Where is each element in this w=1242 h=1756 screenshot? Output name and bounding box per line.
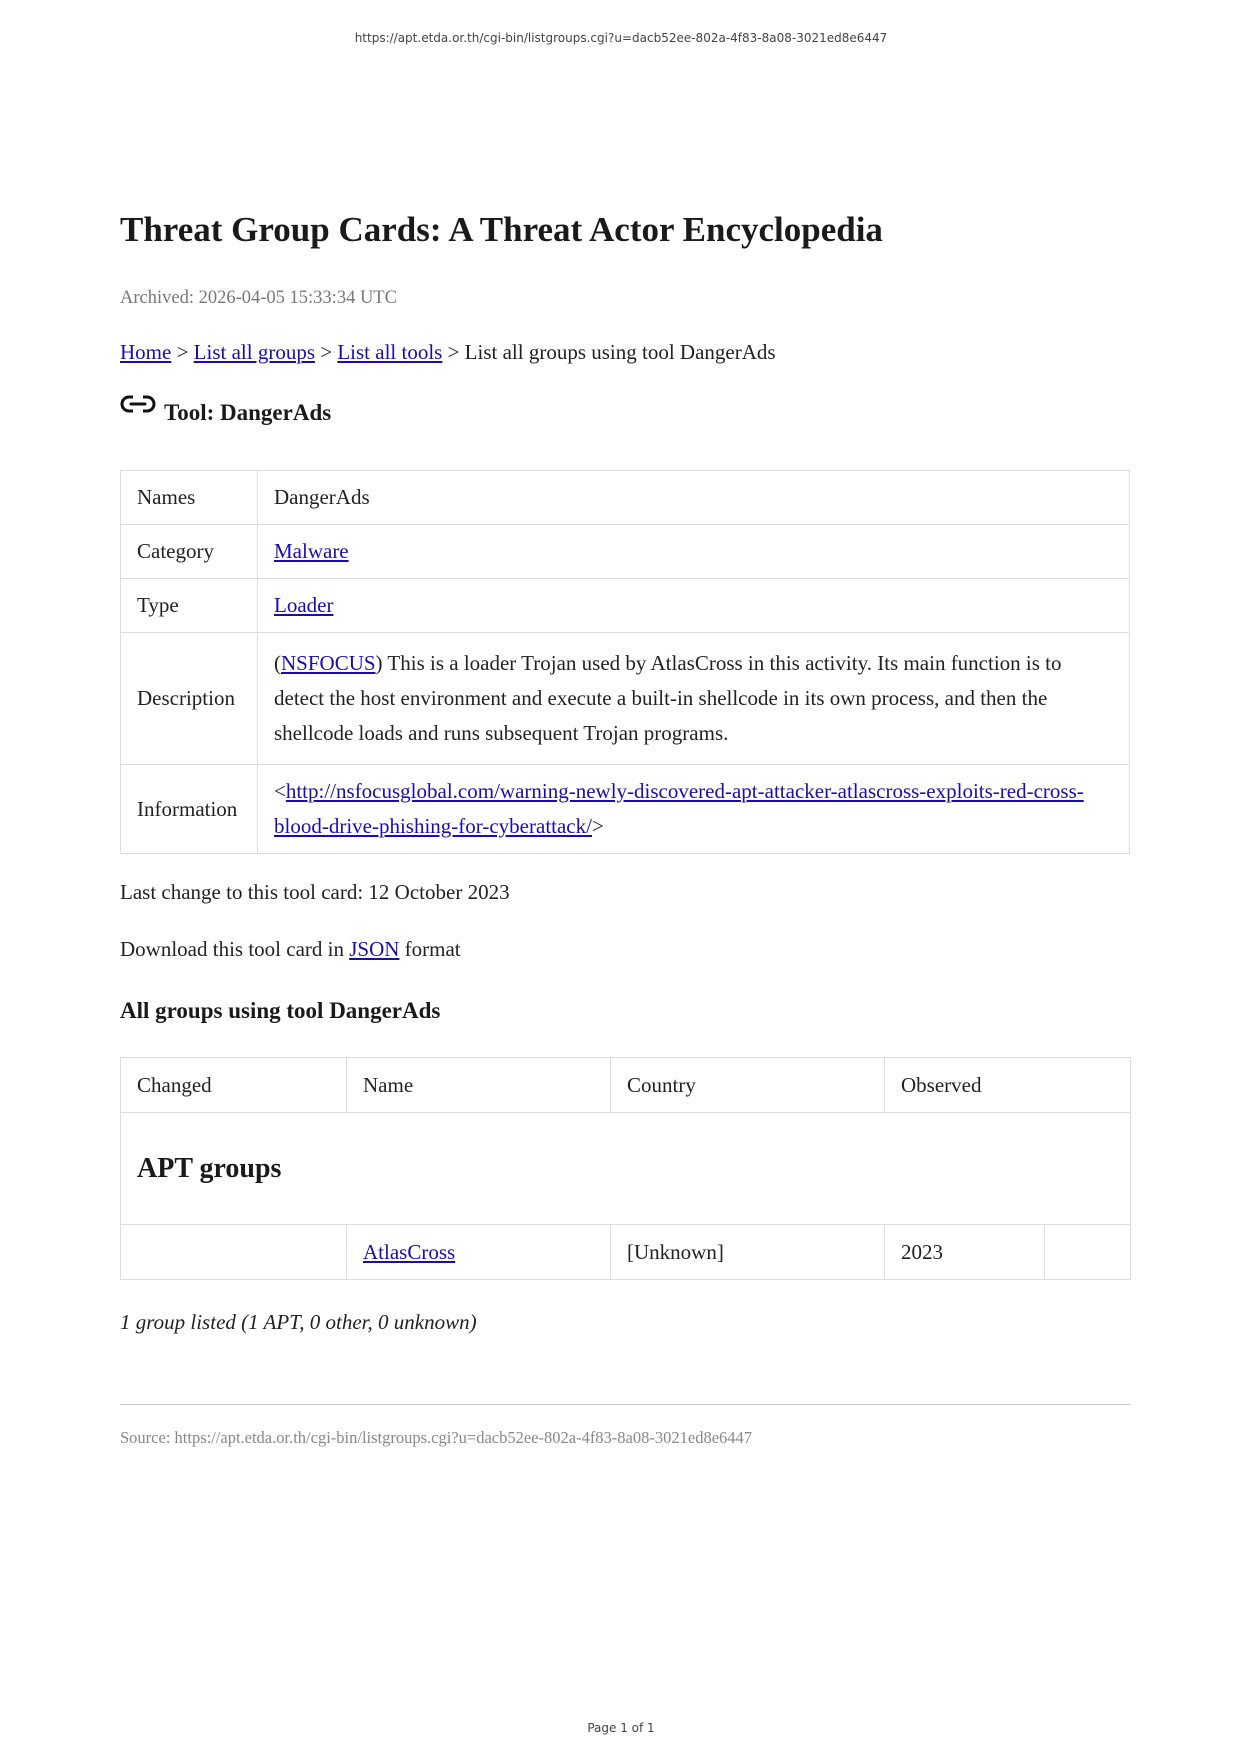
download-suffix: format	[399, 937, 461, 961]
tool-heading	[120, 400, 331, 426]
column-header-name: Name	[347, 1058, 611, 1113]
column-header-changed: Changed	[121, 1058, 347, 1113]
groups-header-row	[121, 1058, 1131, 1113]
group-country-cell: [Unknown]	[611, 1225, 885, 1280]
tool-description-cell	[258, 633, 1130, 765]
page-title: Threat Group Cards: A Threat Actor Encyclopedia	[120, 210, 883, 249]
page-number: Page 1 of 1	[587, 1721, 655, 1735]
breadcrumb-separator: >	[171, 340, 194, 364]
source-url: Source: https://apt.etda.or.th/cgi-bin/listgroups.cgi?u=dacb52ee-802a-4f83-8a08-3021ed8e6447	[120, 1428, 753, 1447]
info-gt: >	[591, 814, 604, 838]
tool-info-table	[120, 470, 1130, 854]
breadcrumb-home-link[interactable]: Home	[120, 340, 172, 364]
tool-type-cell	[258, 579, 1130, 633]
download-line	[120, 937, 461, 962]
tool-row-type	[121, 579, 1130, 633]
tool-category-cell	[258, 525, 1130, 579]
category-malware-link[interactable]: Malware	[274, 539, 349, 563]
description-text: ) This is a loader Trojan used by AtlasCross in this activity. Its main function is to detect the host environment and execute a built-in shellcode in its own process, and then the shellcode loads and runs subsequent Trojan programs.	[274, 651, 1062, 745]
tool-row-names	[121, 471, 1130, 525]
breadcrumb-current: > List all groups using tool DangerAds	[442, 340, 776, 364]
group-observed-cell: 2023	[885, 1225, 1045, 1280]
description-open-paren: (	[274, 651, 281, 675]
tool-row-label: Category	[121, 525, 258, 579]
info-lt: <	[274, 779, 286, 803]
group-extra-cell	[1045, 1225, 1131, 1280]
group-changed-cell	[121, 1225, 347, 1280]
tool-row-label: Names	[121, 471, 258, 525]
download-prefix: Download this tool card in	[120, 937, 350, 961]
groups-table	[120, 1057, 1131, 1280]
tool-row-category	[121, 525, 1130, 579]
breadcrumb-list-groups-link[interactable]: List all groups	[193, 340, 315, 364]
breadcrumb-list-tools-link[interactable]: List all tools	[337, 340, 443, 364]
tool-heading-text: Tool: DangerAds	[164, 400, 332, 425]
tool-row-label: Description	[121, 633, 258, 765]
nsfocus-source-link[interactable]: NSFOCUS	[281, 651, 376, 675]
tool-names-value: DangerAds	[258, 471, 1130, 525]
groups-summary: 1 group listed (1 APT, 0 other, 0 unknown)	[120, 1310, 477, 1334]
tool-row-label: Information	[121, 765, 258, 854]
tool-row-label: Type	[121, 579, 258, 633]
group-name-cell	[347, 1225, 611, 1280]
last-change-text: Last change to this tool card: 12 October 2023	[120, 880, 510, 904]
archived-timestamp: Archived: 2026-04-05 15:33:34 UTC	[120, 288, 397, 308]
information-url-link[interactable]: http://nsfocusglobal.com/warning-newly-discovered-apt-attacker-atlascross-exploits-red-cross-blood-drive-phishing-for-cyberattack/	[274, 779, 1084, 838]
print-header-url: https://apt.etda.or.th/cgi-bin/listgroups.cgi?u=dacb52ee-802a-4f83-8a08-3021ed8e6447	[354, 31, 888, 45]
column-header-country: Country	[611, 1058, 885, 1113]
type-loader-link[interactable]: Loader	[274, 593, 334, 617]
groups-heading: All groups using tool DangerAds	[120, 998, 441, 1023]
tool-row-information	[121, 765, 1130, 854]
breadcrumb-separator: >	[315, 340, 338, 364]
group-atlascross-link[interactable]: AtlasCross	[363, 1239, 456, 1264]
tool-information-cell	[258, 765, 1130, 854]
table-row	[121, 1225, 1131, 1280]
breadcrumb	[120, 340, 776, 365]
tool-row-description	[121, 633, 1130, 765]
column-header-observed: Observed	[885, 1058, 1131, 1113]
json-download-link[interactable]: JSON	[349, 937, 400, 961]
section-title-apt-groups: APT groups	[121, 1113, 1131, 1225]
link-icon	[120, 394, 156, 414]
apt-groups-section-row	[121, 1113, 1131, 1225]
footer-divider	[120, 1404, 1130, 1405]
